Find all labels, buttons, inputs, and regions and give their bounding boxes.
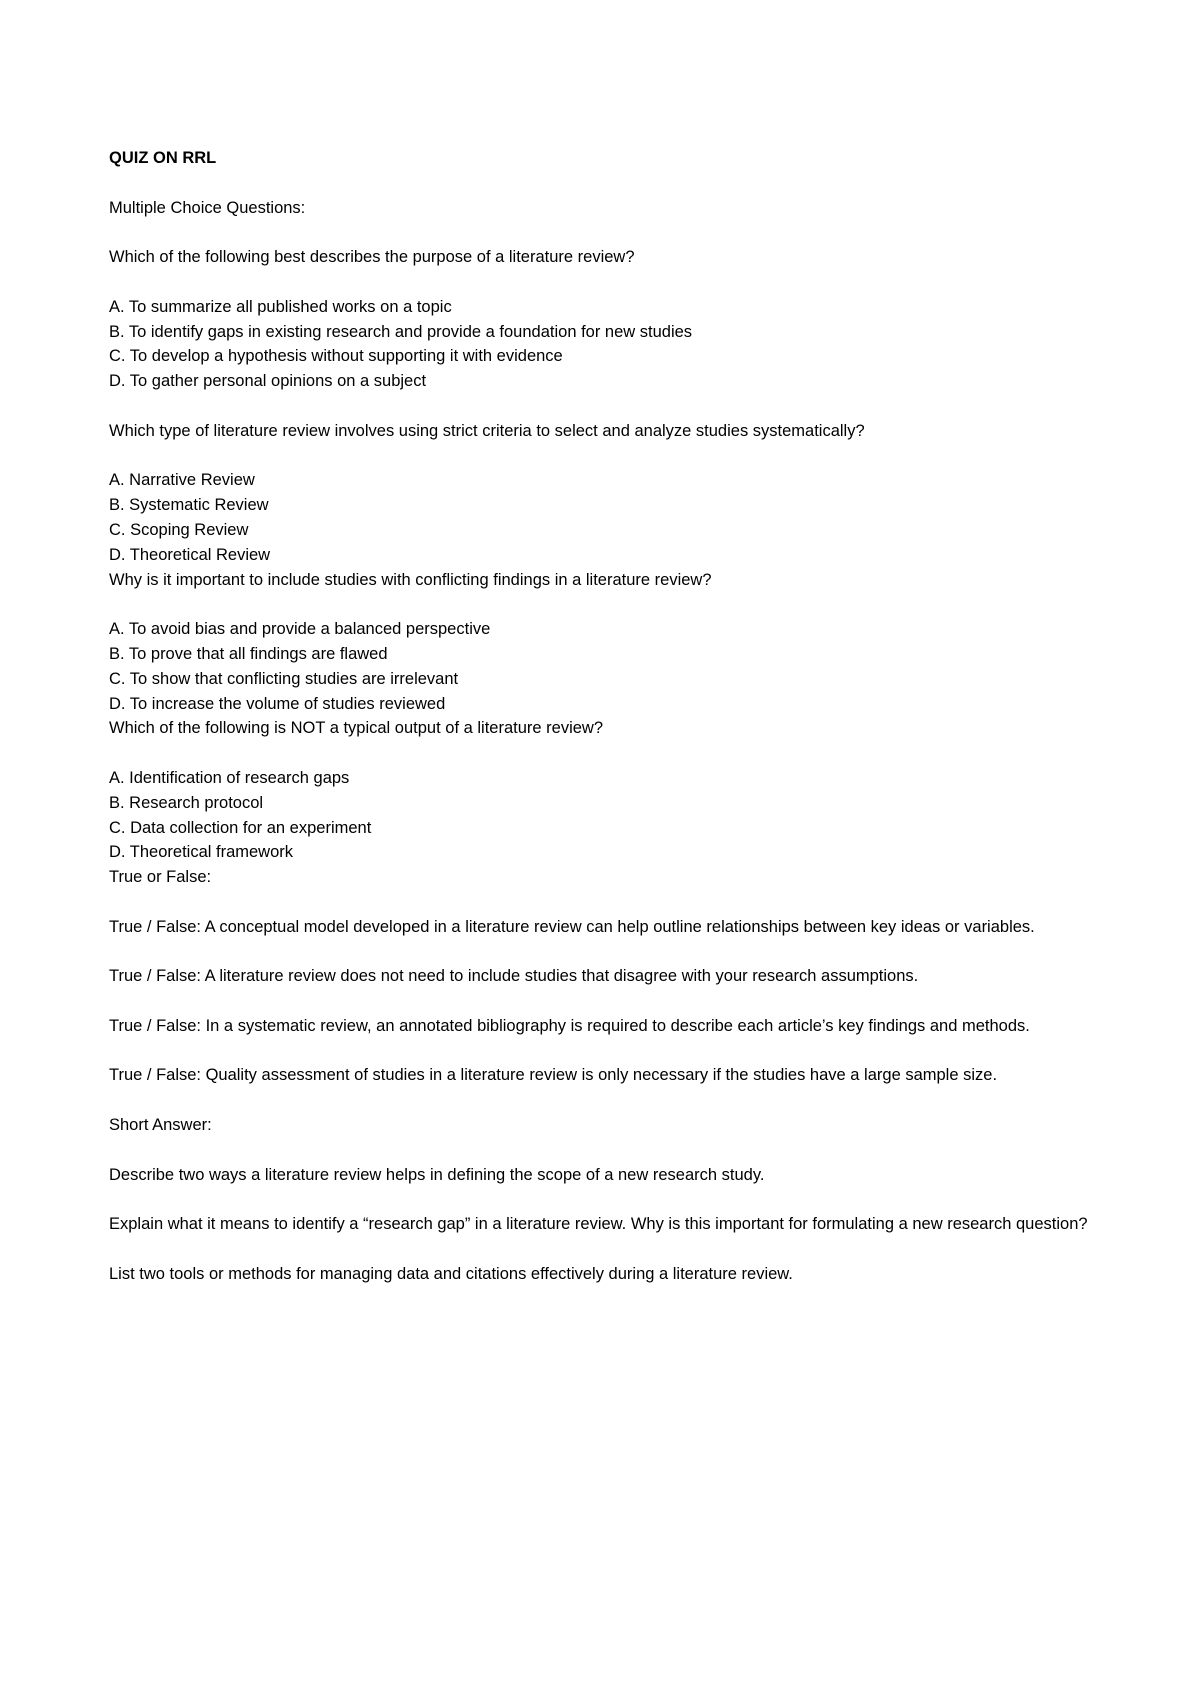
spacer — [109, 444, 1099, 469]
question-3: Why is it important to include studies with conflicting findings in a literature review? — [109, 570, 712, 589]
tf-statement-1: True / False: A conceptual model developed in a literature review can help outline relationships between key ideas or variables. — [109, 917, 1035, 936]
tf-statement-3: True / False: In a systematic review, an annotated bibliography is required to describe each article’s key findings and methods. — [109, 1016, 1030, 1035]
spacer — [109, 989, 1099, 1014]
q3-option-d: D. To increase the volume of studies reviewed — [109, 694, 446, 713]
sa-question-2: Explain what it means to identify a “research gap” in a literature review. Why is this important for formulating a new research question? — [109, 1215, 1088, 1234]
spacer — [109, 1237, 1099, 1262]
document-title: QUIZ ON RRL — [109, 149, 217, 167]
q2-option-b: B. Systematic Review — [109, 496, 269, 515]
spacer — [109, 890, 1099, 915]
spacer — [109, 592, 1099, 617]
spacer — [109, 394, 1099, 419]
q2-option-a: A. Narrative Review — [109, 471, 255, 490]
document-body — [109, 146, 1099, 1287]
tf-statement-2: True / False: A literature review does not need to include studies that disagree with your research assumptions. — [109, 967, 919, 986]
q3-option-b: B. To prove that all findings are flawed — [109, 644, 388, 663]
tf-statement-4: True / False: Quality assessment of studies in a literature review is only necessary if the studies have a large sample size. — [109, 1066, 998, 1085]
q4-option-b: B. Research protocol — [109, 793, 264, 812]
question-4: Which of the following is NOT a typical output of a literature review? — [109, 719, 604, 738]
q3-option-a: A. To avoid bias and provide a balanced perspective — [109, 620, 491, 639]
spacer — [109, 1039, 1099, 1064]
sa-question-3: List two tools or methods for managing data and citations effectively during a literature review. — [109, 1264, 793, 1283]
sa-question-1: Describe two ways a literature review helps in defining the scope of a new research study. — [109, 1165, 765, 1184]
q1-option-a: A. To summarize all published works on a topic — [109, 297, 452, 316]
q1-option-c: C. To develop a hypothesis without supporting it with evidence — [109, 347, 563, 366]
spacer — [109, 220, 1099, 245]
spacer — [109, 1088, 1099, 1113]
q4-option-a: A. Identification of research gaps — [109, 768, 350, 787]
q2-option-d: D. Theoretical Review — [109, 545, 271, 564]
spacer — [109, 171, 1099, 196]
spacer — [109, 270, 1099, 295]
spacer — [109, 741, 1099, 766]
spacer — [109, 940, 1099, 965]
q4-option-d: D. Theoretical framework — [109, 843, 294, 862]
q4-option-c: C. Data collection for an experiment — [109, 818, 372, 837]
q2-option-c: C. Scoping Review — [109, 520, 249, 539]
q3-option-c: C. To show that conflicting studies are irrelevant — [109, 669, 459, 688]
sa-heading: Short Answer: — [109, 1116, 212, 1135]
spacer — [109, 1138, 1099, 1163]
spacer — [109, 1187, 1099, 1212]
mcq-heading: Multiple Choice Questions: — [109, 198, 306, 217]
tf-heading: True or False: — [109, 868, 212, 887]
question-1: Which of the following best describes the purpose of a literature review? — [109, 248, 635, 267]
q1-option-d: D. To gather personal opinions on a subject — [109, 372, 427, 391]
q1-option-b: B. To identify gaps in existing research and provide a foundation for new studies — [109, 322, 693, 341]
question-2: Which type of literature review involves using strict criteria to select and analyze studies systematically? — [109, 421, 865, 440]
